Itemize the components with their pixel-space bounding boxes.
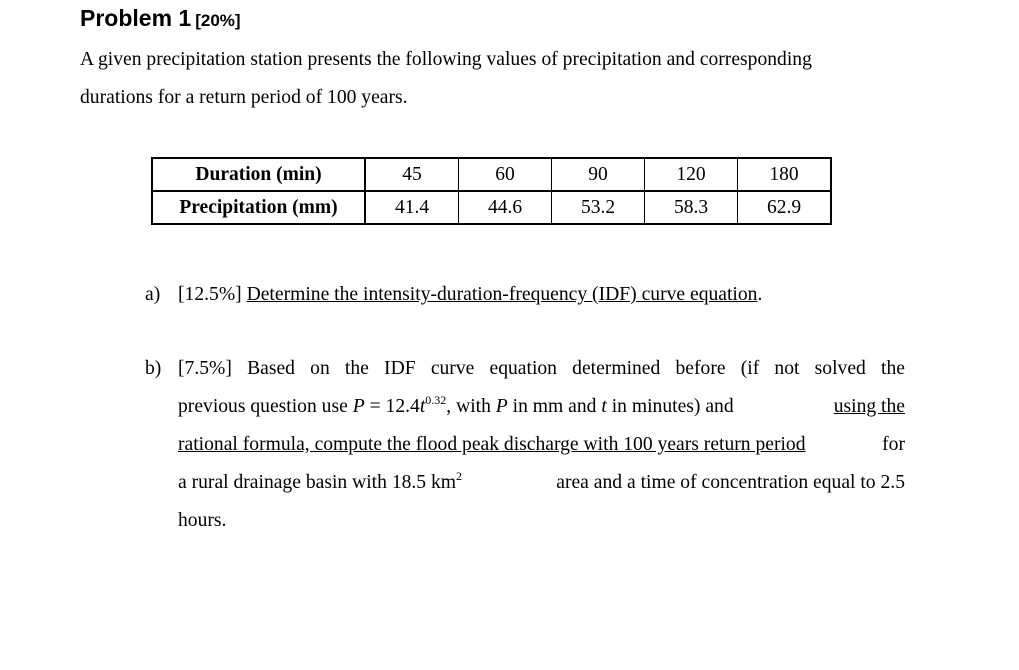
precipitation-cell: 44.6 [459,191,552,224]
duration-header: Duration (min) [152,158,365,191]
intro-line-1: A given precipitation station presents the following values of precipitation and corresponding [80,49,812,70]
underlined-task-start: using the [833,396,905,417]
word: on [310,358,330,379]
word: (if [740,358,760,379]
question-b-line-1-words [178,350,905,388]
question-a-task: Determine the intensity-duration-frequency (IDF) curve equation [246,284,758,305]
text-run: hours. [178,510,227,531]
variable-t: t [419,396,426,417]
duration-cell: 120 [645,158,738,191]
intro-paragraph [80,41,910,117]
word: not [774,358,800,379]
word: solved [814,358,866,379]
precipitation-table [151,157,832,225]
word: determined [572,358,661,379]
text-run: in mm and [507,396,602,417]
question-b-marker: b) [145,358,162,379]
text-run: area and a time of concentration equal to 2.5 [556,472,905,493]
word: the [344,358,369,379]
word: before [675,358,726,379]
question-b-line-3 [178,426,905,464]
question-b-line-1 [145,350,905,388]
text-run: for [882,434,905,455]
precipitation-cell: 41.4 [365,191,459,224]
table-row-duration [152,158,831,191]
text-run: previous question use [178,396,353,417]
question-b-weight: [7.5%] [178,358,232,379]
precipitation-cell: 53.2 [552,191,645,224]
precipitation-header: Precipitation (mm) [152,191,365,224]
problem-title: Problem 1 [80,5,192,31]
precipitation-cell: 58.3 [645,191,738,224]
table-row-precipitation [152,191,831,224]
variable-p: P [495,396,508,417]
word: Based [247,358,295,379]
underlined-task: rational formula, compute the flood peak discharge with 100 years return period [178,434,806,455]
duration-cell: 60 [459,158,552,191]
exponent: 0.32 [425,393,447,407]
intro-line-2: durations for a return period of 100 years. [80,87,408,108]
variable-p: P [352,396,365,417]
text-run: in minutes) and [606,396,734,417]
question-a-end: . [757,284,763,305]
question-a [145,281,762,309]
question-a-marker: a) [145,284,161,305]
question-b [145,350,905,540]
precipitation-cell: 62.9 [738,191,832,224]
problem-weight: [20%] [195,11,241,30]
word: the [881,358,905,379]
question-a-weight: [12.5%] [178,284,242,305]
question-b-line-2 [178,388,905,426]
duration-cell: 90 [552,158,645,191]
area-exponent: 2 [456,469,463,483]
text-run: = 12.4 [364,396,420,417]
duration-cell: 180 [738,158,832,191]
word: equation [489,358,557,379]
text-run: , with [446,396,496,417]
area-text [178,464,462,502]
question-b-line-4 [178,464,905,502]
word: IDF [384,358,416,379]
variable-t: t [601,396,607,417]
equation-text [178,388,734,426]
text-run: a rural drainage basin with 18.5 km [178,472,457,493]
question-b-line-5 [178,502,905,540]
problem-heading [80,4,241,35]
duration-cell: 45 [365,158,459,191]
word: curve [430,358,475,379]
